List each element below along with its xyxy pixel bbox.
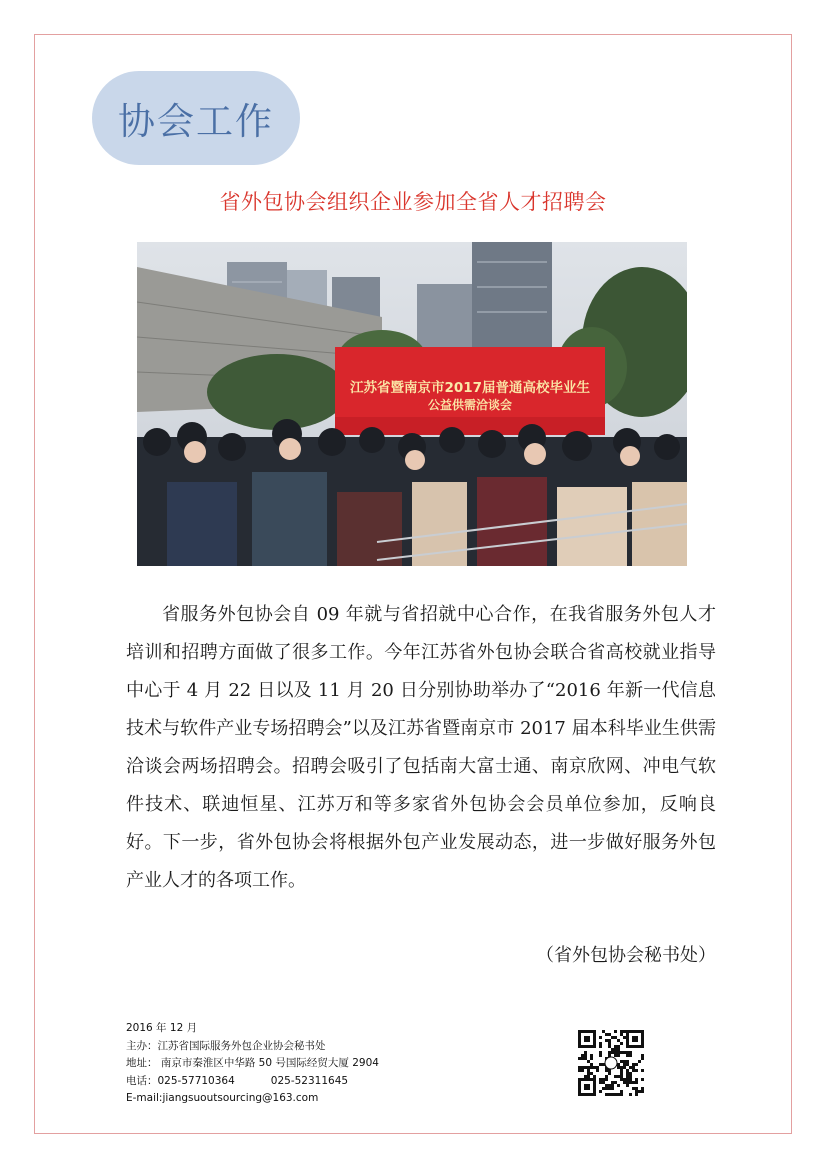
- body-paragraph: 省服务外包协会自 09 年就与省招就中心合作，在我省服务外包人才培训和招聘方面做了很多工作。今年江苏省外包协会联合省高校就业指导中心于 4 月 22 日以及 11 月 20 日分别协助举办了“2016 年新一代信息技术与软件产业专场招聘会”以及江苏省暨南京市 2017 届本科毕业生供需洽谈会两场招聘会。招聘会吸引了包括南大富士通、南京欣网、冲电气软件技术、联迪恒星、江苏万和等多家省外包协会会员单位参加，反响良好。下一步，省外包协会将根据外包产业发展动态，进一步做好服务外包产业人才的各项工作。: [126, 604, 716, 891]
- article-headline: 省外包协会组织企业参加全省人才招聘会: [219, 190, 607, 214]
- section-tab-label: 协会工作: [118, 100, 274, 143]
- phone-1: 025-57710364: [157, 1074, 235, 1087]
- footer-sponsor: 主办：江苏省国际服务外包企业协会秘书处: [126, 1039, 326, 1052]
- phone-label: 电话：: [126, 1074, 158, 1087]
- qr-code-icon: [578, 1030, 644, 1096]
- signature: （省外包协会秘书处）: [536, 945, 716, 966]
- footer-phone: [126, 1073, 379, 1091]
- banner-line-1: 江苏省暨南京市2017届普通高校毕业生: [349, 380, 591, 396]
- article-body: [126, 596, 716, 900]
- footer-info: [126, 1020, 379, 1108]
- footer-address: 地址： 南京市秦淮区中华路 50 号国际经贸大厦 2904: [126, 1057, 379, 1069]
- phone-2: 025-52311645: [270, 1074, 349, 1087]
- event-photo: [137, 242, 687, 566]
- banner-line-2: 公益供需洽谈会: [427, 398, 513, 412]
- footer-date: 2016 年 12 月: [126, 1022, 198, 1034]
- section-tab: [92, 71, 300, 165]
- footer-email: E-mail:jiangsuoutsourcing@163.com: [126, 1092, 319, 1104]
